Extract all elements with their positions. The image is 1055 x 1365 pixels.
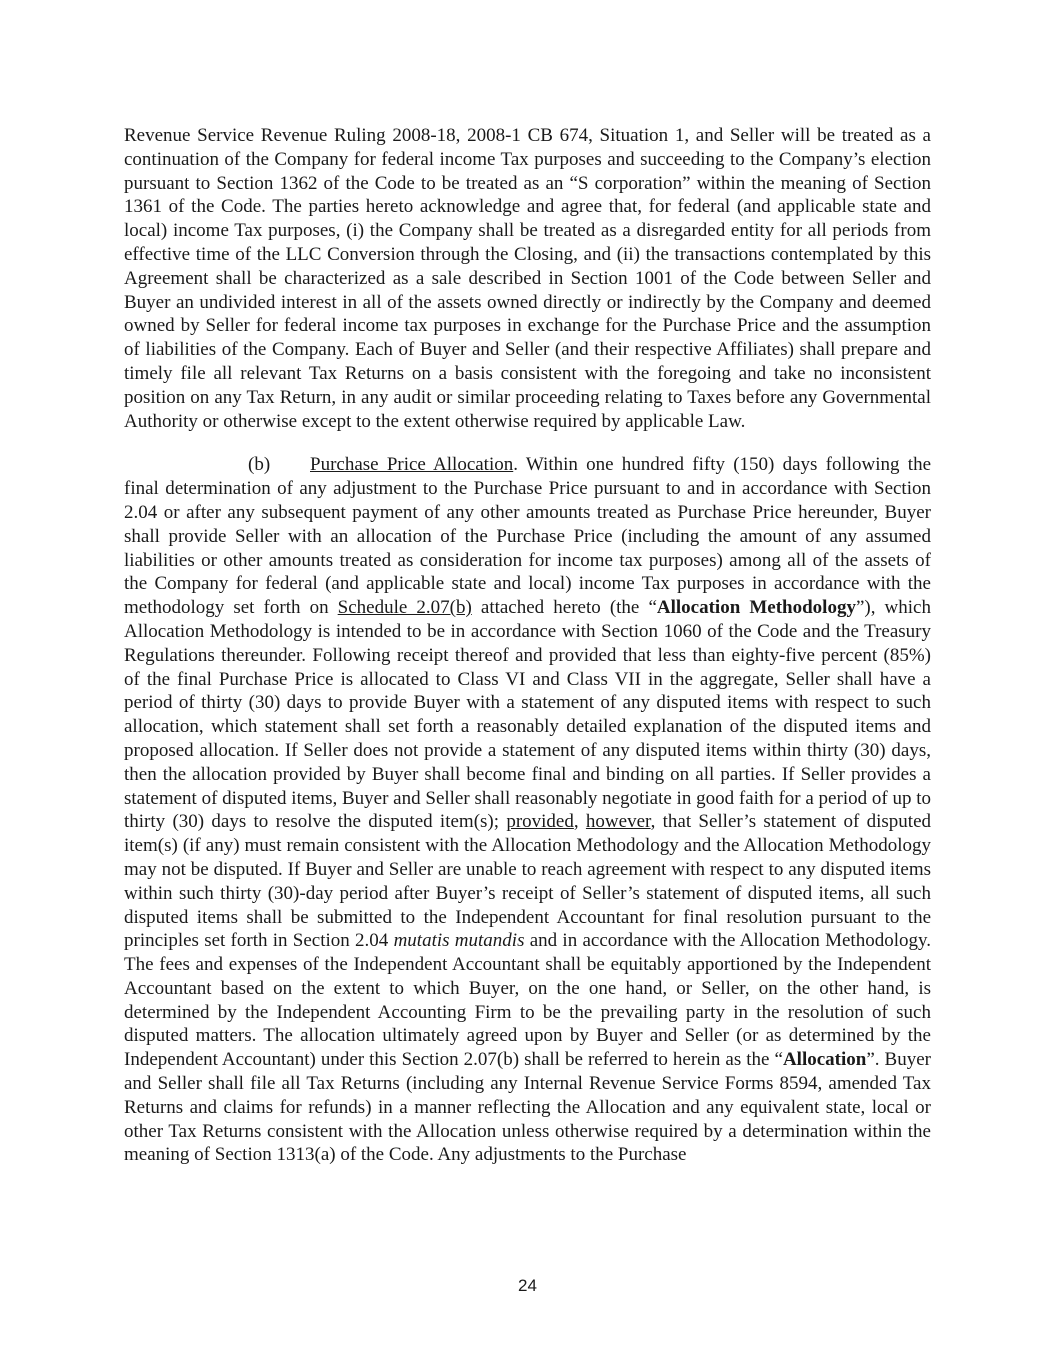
paragraph-a bbox=[124, 124, 931, 433]
schedule-reference: Schedule 2.07(b) bbox=[337, 597, 472, 619]
paragraph-b bbox=[124, 453, 931, 1167]
paragraph-b-text-3: ”), which Allocation Methodology is intended to be in accordance with Section 1060 of the Code and the Treasury Regulations thereunder. Following receipt thereof and provided that less than eighty-five percent (85%) of the final Purchase Price is allocated to Class VI and Class VII in the aggregate, Seller shall have a period of thirty (30) days to provide Buyer with a statement of any disputed items with respect to such allocation, which statement shall set forth a reasonably detailed explanation of the disputed items and proposed allocation. If Seller does not provide a statement of any disputed items within thirty (30) days, then the allocation provided by Buyer shall become final and binding on all parties. If Seller provides a statement of disputed items, Buyer and Seller shall reasonably negotiate in good faith for a period of up to thirty (30) days to resolve the disputed item(s); bbox=[124, 597, 931, 833]
comma-separator: , bbox=[573, 811, 586, 833]
paragraph-b-label: (b) bbox=[248, 454, 271, 476]
defined-term-allocation: Allocation bbox=[782, 1049, 867, 1071]
paragraph-a-text: Revenue Service Revenue Ruling 2008-18, 2008-1 CB 674, Situation 1, and Seller will be treated as a continuation of the Company for federal income Tax purposes and succeeding to the Company’s election pursuant to Section 1362 of the Code to be treated as an “S corporation” within the meaning of Section 1361 of the Code. The parties hereto acknowledge and agree that, for federal (and applicable state and local) income Tax purposes, (i) the Company shall be treated as a disregarded entity for all periods from effective time of the LLC Conversion through the Closing, and (ii) the transactions contemplated by this Agreement shall be characterized as a sale described in Section 1001 of the Code between Seller and Buyer an undivided interest in all of the assets owned directly or indirectly by the Company and deemed owned by Seller for federal income tax purposes in exchange for the Purchase Price and the assumption of liabilities of the Company. Each of Buyer and Seller (and their respective Affiliates) shall prepare and timely file all relevant Tax Returns on a basis consistent with the foregoing and take no inconsistent position on any Tax Return, in any audit or similar proceeding relating to Taxes before any Governmental Authority or otherwise except to the extent otherwise required by applicable Law. bbox=[124, 125, 931, 432]
paragraph-b-text-1: . Within one hundred fifty (150) days following the final determination of any adjustment to the Purchase Price pursuant to and in accordance with Section 2.04 or after any subsequent payment of any other amounts treated as Purchase Price hereunder, Buyer shall provide Seller with an allocation of the Purchase Price (including the amount of any assumed liabilities or other amounts treated as consideration for income tax purposes) among all of the assets of the Company for federal (and applicable state and local) income Tax purposes in accordance with the methodology set forth on bbox=[124, 454, 931, 619]
paragraph-b-heading: Purchase Price Allocation bbox=[310, 454, 514, 476]
provided-term: provided bbox=[506, 811, 574, 833]
defined-term-allocation-methodology: Allocation Methodology bbox=[656, 597, 856, 619]
paragraph-b-text-5: and in accordance with the Allocation Methodology. The fees and expenses of the Independent Accountant shall be equitably apportioned by the Independent Accountant based on the extent to which Buyer, on the one hand, or Seller, on the other hand, is determined by the Independent Accounting Firm to be the prevailing party in the resolution of such disputed matters. The allocation ultimately agreed upon by Buyer and Seller (or as determined by the Independent Accountant) under this Section 2.07(b) shall be referred to herein as the “ bbox=[124, 930, 932, 1071]
paragraph-b-text-6: ”. Buyer and Seller shall file all Tax Returns (including any Internal Revenue Service Forms 8594, amended Tax Returns and claims for refunds) in a manner reflecting the Allocation and any equivalent state, local or other Tax Returns consistent with the Allocation unless otherwise required by a determination within the meaning of Section 1313(a) of the Code. Any adjustments to the Purchase bbox=[124, 1049, 931, 1166]
paragraph-b-text-2: attached hereto (the “ bbox=[471, 597, 657, 619]
page-number: 24 bbox=[518, 1276, 537, 1295]
mutatis-mutandis-term: mutatis mutandis bbox=[393, 930, 525, 952]
paragraph-b-text-4: , that Seller’s statement of disputed item(s) (if any) must remain consistent with the Allocation Methodology and the Allocation Methodology may not be disputed. If Buyer and Seller are unable to reach agreement with respect to any disputed items within such thirty (30)-day period after Buyer’s receipt of Seller’s statement of disputed items, all such disputed items shall be submitted to the Independent Accountant for final resolution pursuant to the principles set forth in Section 2.04 bbox=[124, 811, 931, 952]
however-term: however bbox=[585, 811, 651, 833]
body-text bbox=[124, 124, 931, 1167]
